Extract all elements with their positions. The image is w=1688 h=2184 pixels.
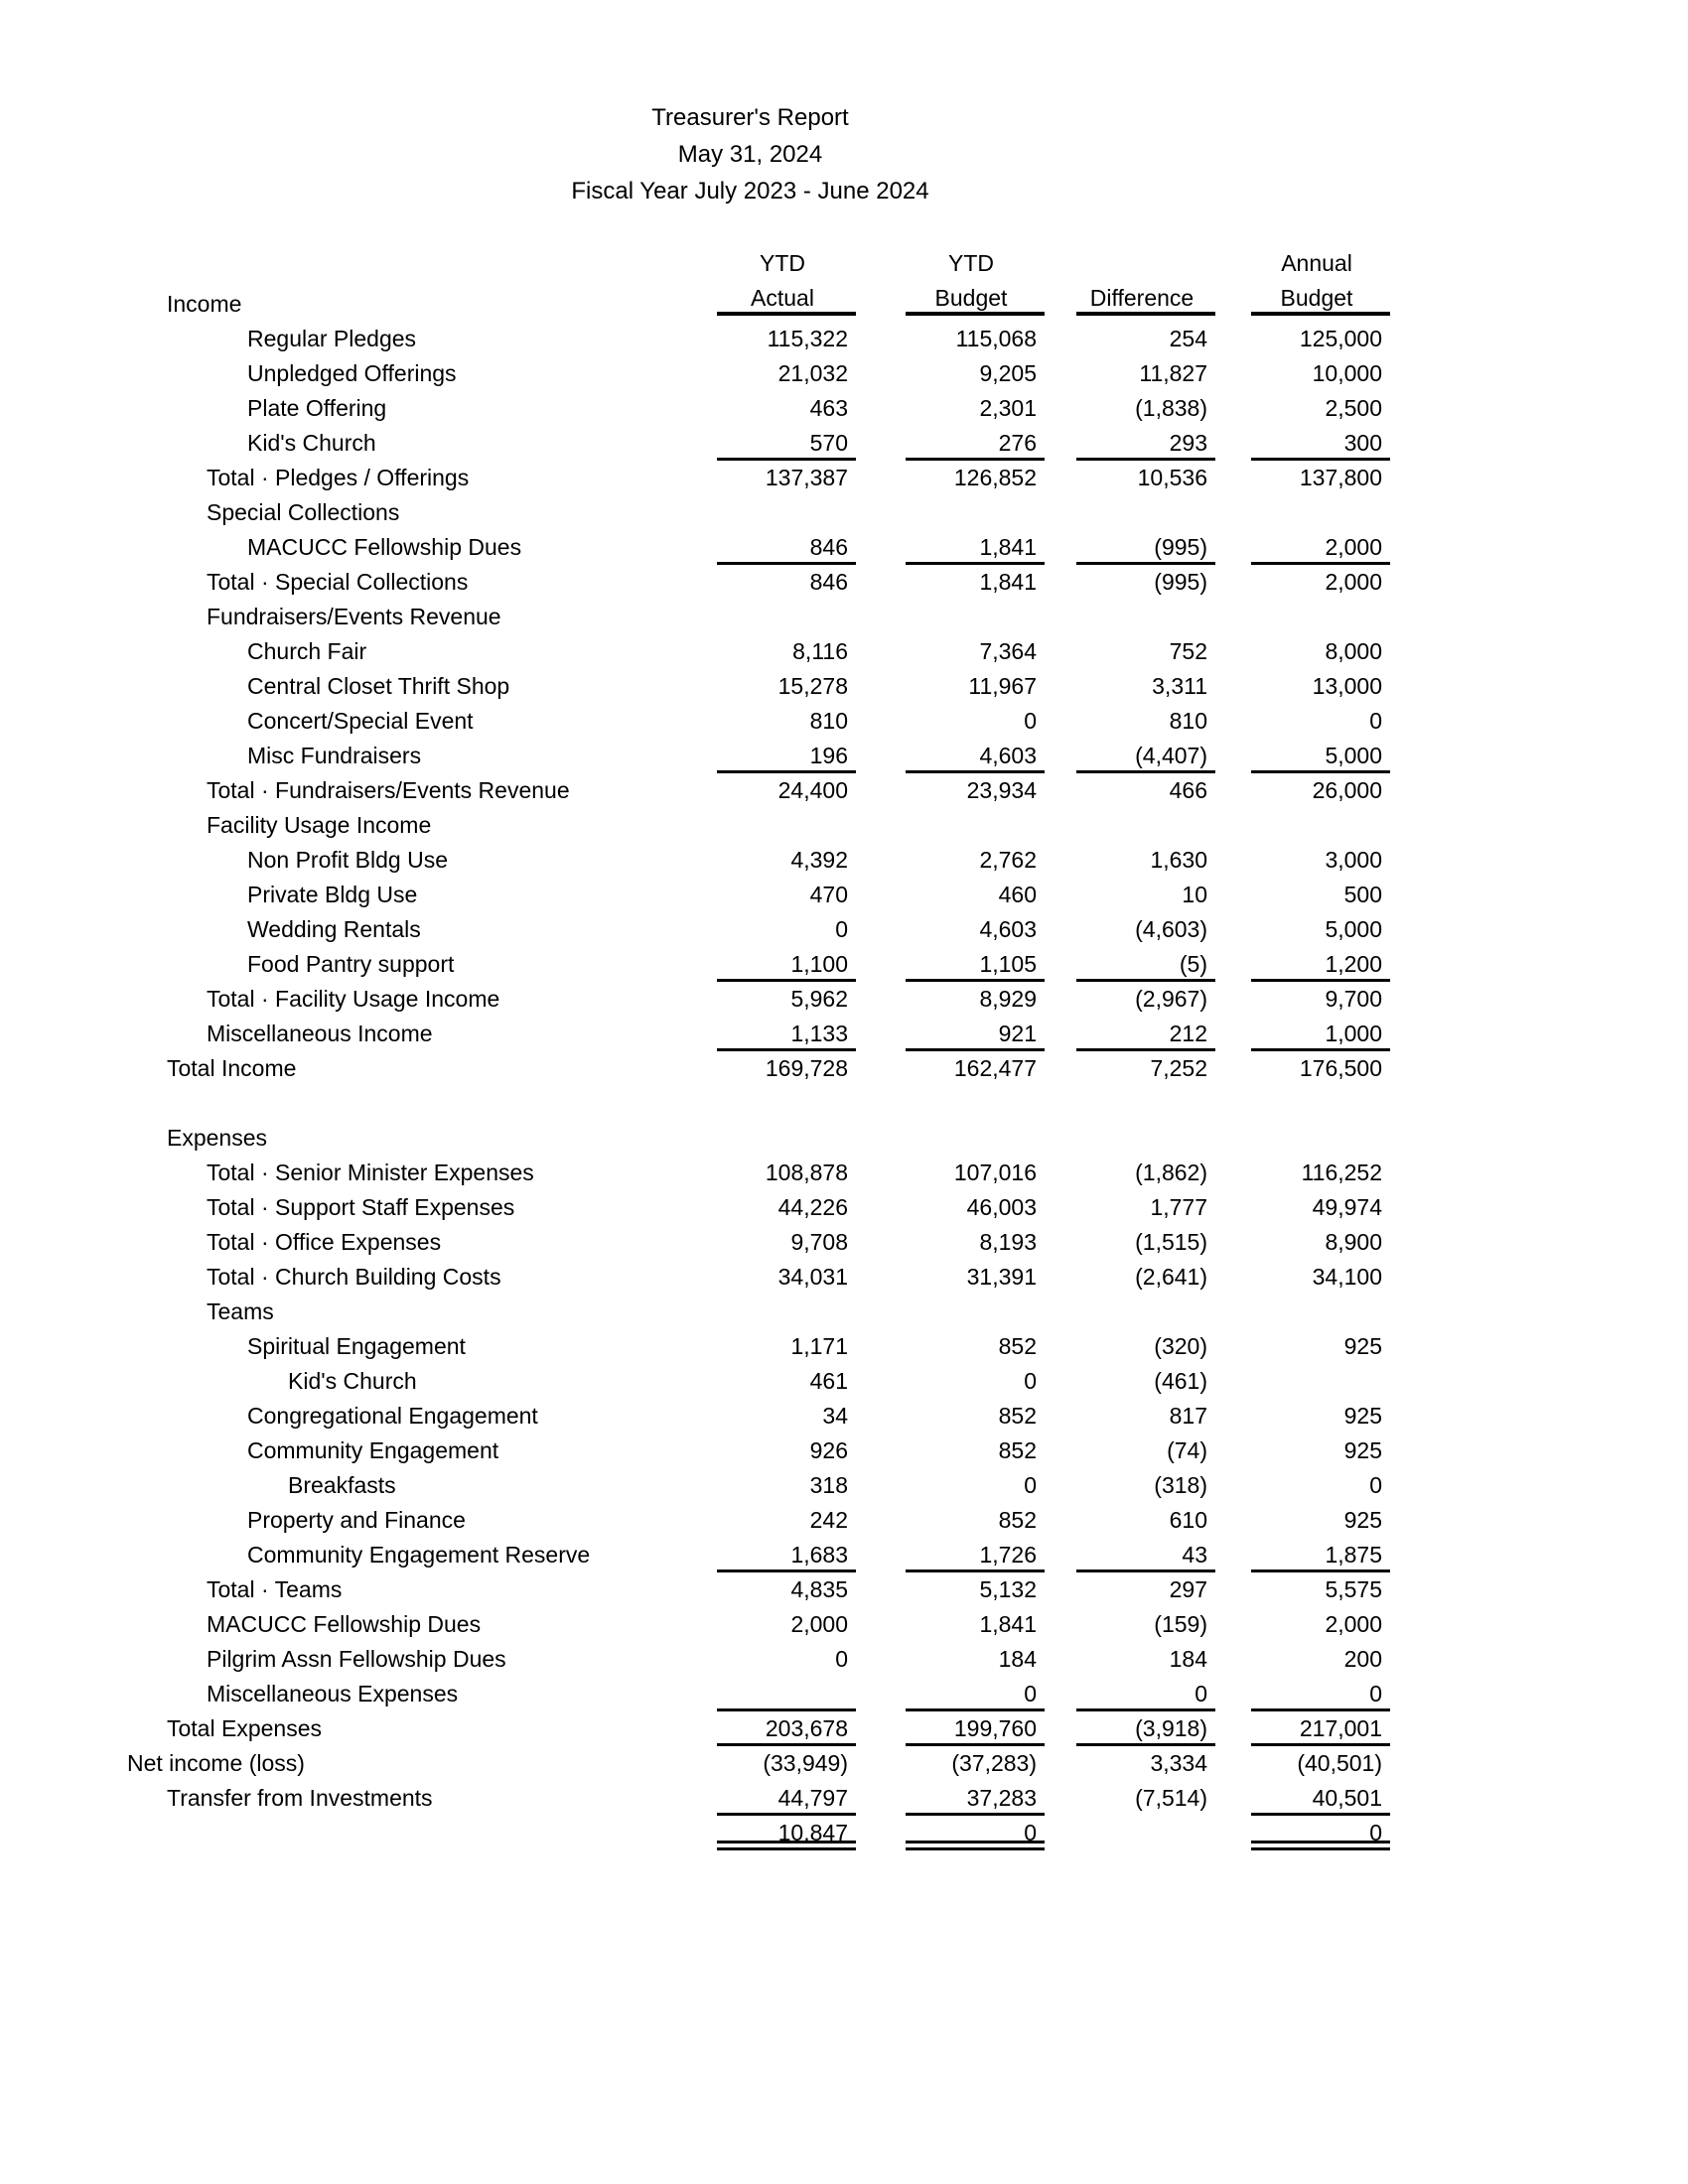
cell-annual-budget: 0: [1251, 1816, 1390, 1850]
row-label: [127, 1086, 667, 1121]
cell-ytd-budget: 852: [998, 1403, 1037, 1429]
table-row: [127, 1503, 1390, 1538]
cell-ytd-budget: [906, 808, 1045, 843]
row-label: Total · Senior Minister Expenses: [207, 1160, 534, 1185]
cell-ytd-actual: 0: [835, 916, 848, 942]
row-label: Plate Offering: [247, 395, 387, 421]
cell-ytd-budget: 7,364: [979, 638, 1037, 664]
table-row: [127, 843, 1390, 878]
cell-difference: 3,311: [1152, 673, 1207, 699]
cell-ytd-budget: 115,068: [955, 326, 1037, 351]
cell-ytd-actual: [717, 1121, 856, 1156]
row-label: Facility Usage Income: [207, 812, 432, 838]
table-row: [127, 947, 1390, 982]
cell-difference: (1,862): [1135, 1160, 1207, 1185]
row-label: Non Profit Bldg Use: [247, 847, 448, 873]
table-row: [127, 1225, 1390, 1260]
cell-annual-budget: [1251, 808, 1390, 843]
row-label: Community Engagement: [247, 1437, 499, 1463]
cell-ytd-actual: 4,835: [790, 1576, 848, 1602]
cell-difference: 293: [1076, 426, 1215, 461]
cell-difference: 466: [1169, 777, 1207, 803]
report-date: May 31, 2024: [677, 141, 823, 168]
row-label: Kid's Church: [288, 1368, 417, 1394]
cell-ytd-actual: 242: [809, 1507, 848, 1533]
cell-difference: 297: [1169, 1576, 1207, 1602]
cell-ytd-budget: [906, 287, 1045, 322]
table-row: [127, 530, 1390, 565]
row-label: Concert/Special Event: [247, 708, 474, 734]
header-label-spacer: [127, 246, 667, 281]
cell-annual-budget: [1251, 495, 1390, 530]
cell-ytd-budget: 1,726: [906, 1538, 1045, 1572]
cell-difference: 1,630: [1150, 847, 1207, 873]
cell-difference: 7,252: [1150, 1055, 1207, 1081]
row-label: MACUCC Fellowship Dues: [247, 534, 522, 560]
cell-ytd-actual: 21,032: [777, 360, 848, 386]
cell-annual-budget: 10,000: [1312, 360, 1382, 386]
cell-ytd-budget: 11,967: [968, 673, 1037, 699]
cell-annual-budget: 26,000: [1312, 777, 1382, 803]
cell-annual-budget: 2,000: [1325, 569, 1382, 595]
cell-difference: 817: [1169, 1403, 1207, 1429]
row-label: Miscellaneous Expenses: [207, 1681, 459, 1706]
table-row: [127, 1433, 1390, 1468]
table-row: [127, 982, 1390, 1017]
row-label: Spiritual Engagement: [247, 1333, 466, 1359]
cell-difference: 610: [1169, 1507, 1207, 1533]
cell-ytd-budget: 4,603: [979, 916, 1037, 942]
row-label: Total · Fundraisers/Events Revenue: [207, 777, 570, 803]
cell-annual-budget: 925: [1343, 1507, 1382, 1533]
cell-annual-budget: [1251, 600, 1390, 634]
cell-ytd-actual: 44,226: [777, 1194, 848, 1220]
cell-annual-budget: 5,000: [1251, 739, 1390, 773]
cell-ytd-actual: (33,949): [763, 1750, 848, 1776]
cell-ytd-budget: 107,016: [953, 1160, 1037, 1185]
cell-annual-budget: 200: [1343, 1646, 1382, 1672]
cell-ytd-actual: [717, 287, 856, 322]
cell-annual-budget: 925: [1343, 1333, 1382, 1359]
cell-ytd-actual: 10,847: [717, 1816, 856, 1850]
cell-difference: 1,777: [1150, 1194, 1207, 1220]
row-label: Kid's Church: [247, 430, 376, 456]
row-label: Miscellaneous Income: [207, 1021, 433, 1046]
table-row: [127, 1295, 1390, 1329]
cell-ytd-actual: 463: [809, 395, 848, 421]
cell-annual-budget: 116,252: [1301, 1160, 1382, 1185]
table-row: [127, 426, 1390, 461]
cell-ytd-budget: 852: [998, 1333, 1037, 1359]
cell-ytd-budget: [906, 495, 1045, 530]
table-row: [127, 565, 1390, 600]
cell-ytd-actual: 1,100: [717, 947, 856, 982]
cell-difference: [1076, 600, 1215, 634]
table-row: [127, 634, 1390, 669]
cell-annual-budget: 0: [1369, 1472, 1382, 1498]
cell-difference: (74): [1167, 1437, 1207, 1463]
cell-ytd-budget: 162,477: [953, 1055, 1037, 1081]
cell-annual-budget: 8,000: [1325, 638, 1382, 664]
column-header-ytd-actual: YTD Actual: [717, 246, 856, 316]
cell-ytd-actual: 0: [835, 1646, 848, 1672]
row-label: Teams: [207, 1298, 274, 1324]
table-row: [127, 495, 1390, 530]
table-row: [127, 704, 1390, 739]
cell-ytd-actual: 1,683: [717, 1538, 856, 1572]
cell-ytd-actual: 115,322: [767, 326, 848, 351]
cell-difference: 212: [1076, 1017, 1215, 1051]
cell-difference: (2,641): [1135, 1264, 1207, 1290]
row-label: [127, 1816, 667, 1850]
table-row: [127, 1156, 1390, 1190]
row-label: Expenses: [167, 1125, 268, 1151]
cell-ytd-budget: 1,105: [906, 947, 1045, 982]
row-label: Congregational Engagement: [247, 1403, 538, 1429]
cell-difference: (320): [1154, 1333, 1207, 1359]
row-label: Total Expenses: [167, 1715, 322, 1741]
cell-annual-budget: 0: [1369, 708, 1382, 734]
column-header-annual-budget: Annual Budget: [1251, 246, 1390, 316]
cell-ytd-budget: 460: [998, 882, 1037, 907]
cell-ytd-budget: 2,301: [979, 395, 1037, 421]
cell-difference: (3,918): [1076, 1711, 1215, 1746]
cell-difference: [1076, 1086, 1215, 1121]
row-label: Wedding Rentals: [247, 916, 421, 942]
cell-ytd-actual: 810: [809, 708, 848, 734]
cell-annual-budget: 9,700: [1325, 986, 1382, 1012]
cell-ytd-actual: 318: [809, 1472, 848, 1498]
row-label: Income: [167, 291, 242, 317]
cell-ytd-actual: 44,797: [717, 1781, 856, 1816]
cell-ytd-budget: 0: [1024, 1472, 1037, 1498]
cell-ytd-actual: 2,000: [790, 1611, 848, 1637]
cell-annual-budget: 2,000: [1325, 1611, 1382, 1637]
cell-ytd-budget: 46,003: [966, 1194, 1037, 1220]
cell-difference: (159): [1154, 1611, 1207, 1637]
table-row: [127, 1572, 1390, 1607]
cell-annual-budget: 925: [1343, 1403, 1382, 1429]
cell-ytd-budget: [906, 1295, 1045, 1329]
cell-ytd-budget: 0: [906, 1677, 1045, 1711]
cell-ytd-actual: 1,133: [717, 1017, 856, 1051]
cell-annual-budget: 2,000: [1251, 530, 1390, 565]
row-label: Misc Fundraisers: [247, 743, 422, 768]
cell-difference: (4,407): [1076, 739, 1215, 773]
table-row: [127, 322, 1390, 356]
cell-annual-budget: [1251, 1121, 1390, 1156]
cell-ytd-budget: 2,762: [979, 847, 1037, 873]
row-label: Breakfasts: [288, 1472, 396, 1498]
cell-difference: (995): [1154, 569, 1207, 595]
cell-difference: (4,603): [1135, 916, 1207, 942]
row-label: Central Closet Thrift Shop: [247, 673, 510, 699]
table-row: [127, 1364, 1390, 1399]
cell-difference: [1076, 495, 1215, 530]
cell-difference: 752: [1169, 638, 1207, 664]
row-label: Private Bldg Use: [247, 882, 418, 907]
table-row: [127, 1086, 1390, 1121]
cell-ytd-actual: 203,678: [717, 1711, 856, 1746]
row-label: Total · Support Staff Expenses: [207, 1194, 515, 1220]
cell-ytd-budget: 0: [1024, 708, 1037, 734]
cell-ytd-actual: 1,171: [790, 1333, 848, 1359]
table-row: [127, 1051, 1390, 1086]
title-block: [0, 99, 1500, 209]
cell-annual-budget: [1251, 1364, 1390, 1399]
cell-difference: (1,838): [1135, 395, 1207, 421]
cell-difference: 10: [1182, 882, 1207, 907]
table-row: [127, 1816, 1390, 1850]
cell-difference: (5): [1076, 947, 1215, 982]
row-label: Church Fair: [247, 638, 367, 664]
table-row: [127, 1746, 1390, 1781]
table-row: [127, 1329, 1390, 1364]
cell-ytd-budget: 8,929: [979, 986, 1037, 1012]
cell-ytd-actual: 8,116: [792, 638, 848, 664]
cell-ytd-actual: [717, 1086, 856, 1121]
report-fiscal-year: Fiscal Year July 2023 - June 2024: [571, 178, 929, 205]
row-label: Total · Special Collections: [207, 569, 469, 595]
table-row: [127, 1017, 1390, 1051]
cell-ytd-budget: 23,934: [966, 777, 1037, 803]
cell-annual-budget: 925: [1343, 1437, 1382, 1463]
cell-ytd-budget: 199,760: [906, 1711, 1045, 1746]
table-row: [127, 739, 1390, 773]
row-label: Total · Pledges / Offerings: [207, 465, 470, 490]
cell-annual-budget: 1,200: [1251, 947, 1390, 982]
cell-annual-budget: 0: [1251, 1677, 1390, 1711]
cell-ytd-budget: 1,841: [979, 1611, 1037, 1637]
cell-ytd-actual: 9,708: [790, 1229, 848, 1255]
table-row: [127, 1607, 1390, 1642]
cell-annual-budget: 40,501: [1251, 1781, 1390, 1816]
cell-difference: (995): [1076, 530, 1215, 565]
cell-ytd-budget: 8,193: [979, 1229, 1037, 1255]
cell-difference: 254: [1169, 326, 1207, 351]
cell-ytd-actual: [717, 600, 856, 634]
column-header-ytd-budget: YTD Budget: [906, 246, 1045, 316]
cell-difference: (461): [1154, 1368, 1207, 1394]
report-table-body: [127, 287, 1390, 1850]
cell-annual-budget: 137,800: [1299, 465, 1382, 490]
table-row: [127, 1642, 1390, 1677]
cell-ytd-budget: 184: [998, 1646, 1037, 1672]
row-label: Regular Pledges: [247, 326, 417, 351]
cell-ytd-actual: 470: [809, 882, 848, 907]
row-label: Total · Office Expenses: [207, 1229, 442, 1255]
cell-difference: [1076, 287, 1215, 322]
table-row: [127, 356, 1390, 391]
table-row: [127, 1121, 1390, 1156]
row-label: Transfer from Investments: [167, 1785, 433, 1811]
cell-annual-budget: [1251, 1295, 1390, 1329]
row-label: Total Income: [167, 1055, 297, 1081]
cell-difference: 11,827: [1139, 360, 1207, 386]
cell-difference: 184: [1169, 1646, 1207, 1672]
cell-ytd-budget: 4,603: [906, 739, 1045, 773]
cell-difference: (318): [1154, 1472, 1207, 1498]
cell-annual-budget: 5,575: [1325, 1576, 1382, 1602]
cell-ytd-actual: 570: [717, 426, 856, 461]
cell-difference: 3,334: [1150, 1750, 1207, 1776]
cell-ytd-actual: 34,031: [777, 1264, 848, 1290]
table-row: [127, 391, 1390, 426]
cell-ytd-budget: 5,132: [979, 1576, 1037, 1602]
cell-ytd-budget: 1,841: [979, 569, 1037, 595]
cell-annual-budget: 2,500: [1325, 395, 1382, 421]
cell-annual-budget: [1251, 287, 1390, 322]
row-label: Property and Finance: [247, 1507, 466, 1533]
cell-ytd-actual: 15,278: [777, 673, 848, 699]
cell-ytd-budget: 0: [1024, 1368, 1037, 1394]
cell-ytd-actual: 926: [809, 1437, 848, 1463]
table-row: [127, 1260, 1390, 1295]
cell-difference: (7,514): [1135, 1785, 1207, 1811]
cell-ytd-budget: [906, 600, 1045, 634]
cell-annual-budget: 49,974: [1312, 1194, 1382, 1220]
table-row: [127, 600, 1390, 634]
cell-difference: (2,967): [1135, 986, 1207, 1012]
cell-annual-budget: 1,000: [1251, 1017, 1390, 1051]
cell-difference: (1,515): [1135, 1229, 1207, 1255]
row-label: Food Pantry support: [247, 951, 455, 977]
cell-annual-budget: 500: [1343, 882, 1382, 907]
cell-difference: [1076, 1816, 1215, 1850]
cell-annual-budget: 176,500: [1299, 1055, 1382, 1081]
table-row: [127, 1538, 1390, 1572]
cell-difference: 810: [1169, 708, 1207, 734]
cell-annual-budget: 8,900: [1325, 1229, 1382, 1255]
cell-annual-budget: 13,000: [1312, 673, 1382, 699]
row-label: Special Collections: [207, 499, 400, 525]
cell-ytd-actual: 34: [822, 1403, 848, 1429]
cell-difference: 10,536: [1137, 465, 1207, 490]
cell-ytd-actual: [717, 495, 856, 530]
row-label: Total · Facility Usage Income: [207, 986, 500, 1012]
cell-ytd-actual: [717, 1295, 856, 1329]
cell-annual-budget: 5,000: [1325, 916, 1382, 942]
row-label: MACUCC Fellowship Dues: [207, 1611, 482, 1637]
cell-ytd-budget: 126,852: [953, 465, 1037, 490]
cell-ytd-actual: 461: [809, 1368, 848, 1394]
table-row: [127, 878, 1390, 912]
table-row: [127, 1190, 1390, 1225]
cell-difference: 0: [1076, 1677, 1215, 1711]
row-label: Unpledged Offerings: [247, 360, 457, 386]
table-row: [127, 1711, 1390, 1746]
table-row: [127, 912, 1390, 947]
row-label: Total · Church Building Costs: [207, 1264, 501, 1290]
cell-ytd-actual: 24,400: [777, 777, 848, 803]
cell-ytd-budget: 852: [998, 1437, 1037, 1463]
table-row: [127, 461, 1390, 495]
table-row: [127, 287, 1390, 322]
cell-ytd-actual: [717, 808, 856, 843]
table-row: [127, 773, 1390, 808]
table-row: [127, 1399, 1390, 1433]
cell-ytd-budget: [906, 1086, 1045, 1121]
cell-ytd-actual: 196: [717, 739, 856, 773]
table-row: [127, 1677, 1390, 1711]
cell-annual-budget: 3,000: [1325, 847, 1382, 873]
row-label: Total · Teams: [207, 1576, 343, 1602]
cell-ytd-actual: 108,878: [765, 1160, 848, 1185]
cell-ytd-budget: 0: [906, 1816, 1045, 1850]
cell-ytd-actual: 137,387: [765, 465, 848, 490]
cell-ytd-budget: 37,283: [906, 1781, 1045, 1816]
cell-ytd-budget: [906, 1121, 1045, 1156]
cell-ytd-actual: 846: [717, 530, 856, 565]
cell-ytd-budget: 9,205: [979, 360, 1037, 386]
cell-difference: [1076, 1121, 1215, 1156]
cell-annual-budget: 34,100: [1312, 1264, 1382, 1290]
column-header-difference: Difference: [1076, 246, 1215, 316]
table-row: [127, 669, 1390, 704]
cell-annual-budget: [1251, 1086, 1390, 1121]
cell-annual-budget: 1,875: [1251, 1538, 1390, 1572]
cell-ytd-actual: 169,728: [765, 1055, 848, 1081]
table-row: [127, 1781, 1390, 1816]
cell-ytd-actual: 846: [809, 569, 848, 595]
cell-ytd-actual: [717, 1677, 856, 1711]
cell-ytd-budget: 31,391: [966, 1264, 1037, 1290]
cell-ytd-budget: 852: [998, 1507, 1037, 1533]
cell-annual-budget: (40,501): [1297, 1750, 1382, 1776]
cell-ytd-budget: (37,283): [951, 1750, 1037, 1776]
row-label: Pilgrim Assn Fellowship Dues: [207, 1646, 506, 1672]
cell-ytd-budget: 276: [906, 426, 1045, 461]
cell-ytd-actual: 4,392: [790, 847, 848, 873]
cell-ytd-budget: 1,841: [906, 530, 1045, 565]
table-row: [127, 808, 1390, 843]
cell-annual-budget: 217,001: [1251, 1711, 1390, 1746]
cell-annual-budget: 300: [1251, 426, 1390, 461]
report-table: [127, 246, 1390, 1850]
cell-difference: [1076, 1295, 1215, 1329]
cell-annual-budget: 125,000: [1299, 326, 1382, 351]
row-label: Community Engagement Reserve: [247, 1542, 591, 1568]
cell-difference: [1076, 808, 1215, 843]
row-label: Fundraisers/Events Revenue: [207, 604, 501, 629]
row-label: Net income (loss): [127, 1750, 305, 1776]
table-row: [127, 1468, 1390, 1503]
cell-ytd-actual: 5,962: [790, 986, 848, 1012]
report-title: Treasurer's Report: [651, 104, 849, 131]
cell-ytd-budget: 921: [906, 1017, 1045, 1051]
cell-difference: 43: [1076, 1538, 1215, 1572]
